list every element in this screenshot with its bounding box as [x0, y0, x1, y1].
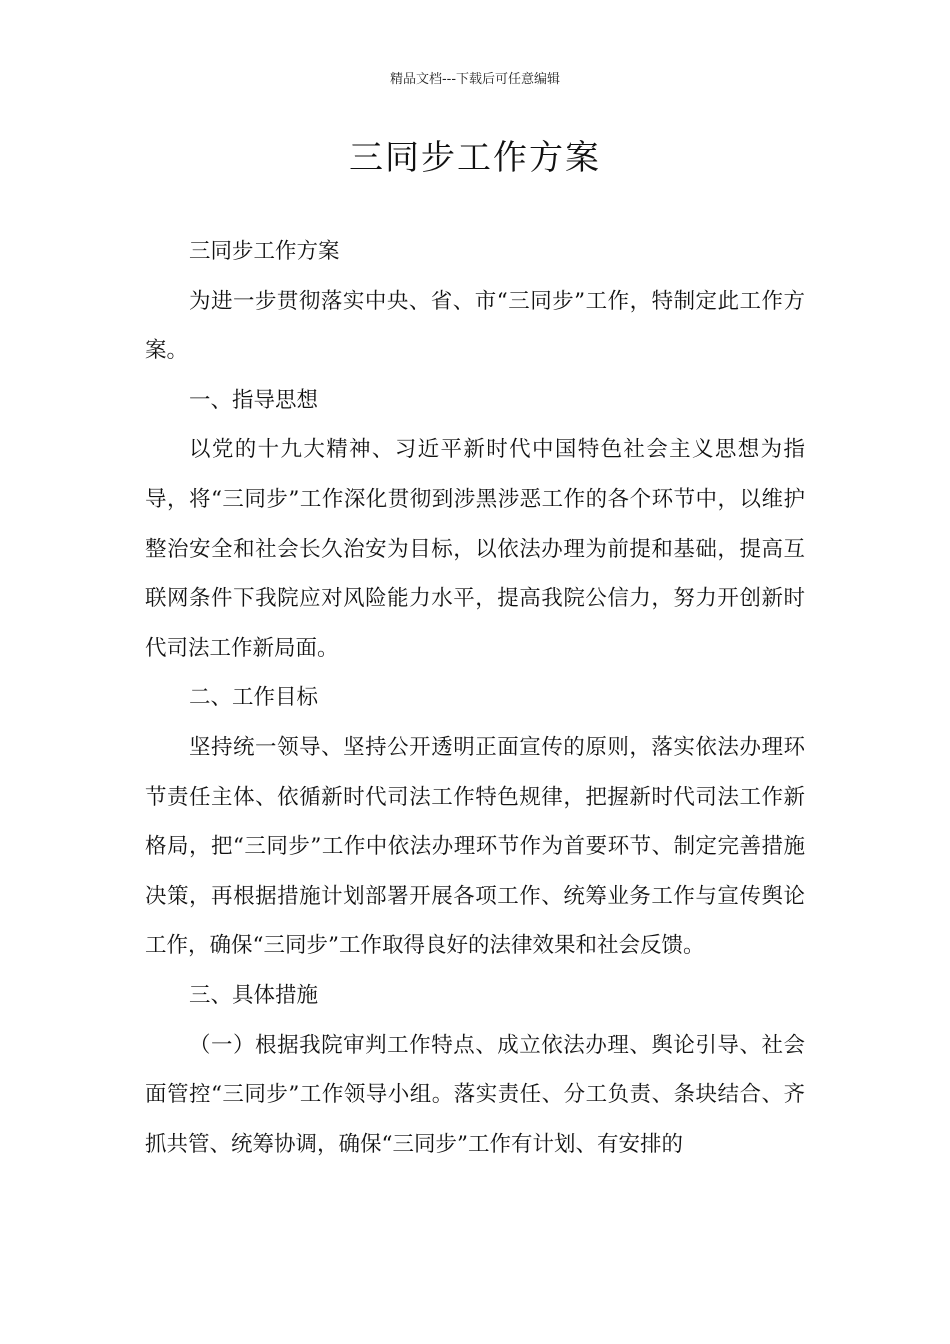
paragraph-work-goals: 坚持统一领导、坚持公开透明正面宣传的原则，落实依法办理环节责任主体、依循新时代司法工作特色规律，把握新时代司法工作新格局，把“三同步”工作中依法办理环节作为首要环节、制定完善措施决策，再根据措施计划部署开展各项工作、统筹业务工作与宣传舆论工作，确保“三同步”工作取得良好的法律效果和社会反馈。 — [145, 734, 805, 959]
section-heading-guiding-ideology: 一、指导思想 — [189, 387, 319, 413]
section-heading-specific-measures: 三、具体措施 — [189, 982, 319, 1008]
section-heading-work-goals: 二、工作目标 — [189, 685, 319, 711]
page-header: 精品文档---下载后可任意编辑 — [389, 72, 561, 87]
paragraph-measure-1: （一）根据我院审判工作特点、成立依法办理、舆论引导、社会面管控“三同步”工作领导小组。落实责任、分工负责、条块结合、齐抓共管、统筹协调，确保“三同步”工作有计划、有安排的 — [145, 1032, 805, 1157]
document-body — [145, 227, 805, 1169]
paragraph-intro: 为进一步贯彻落实中央、省、市“三同步”工作，特制定此工作方案。 — [145, 288, 805, 364]
document-title: 三同步工作方案 — [349, 138, 601, 178]
paragraph-subtitle: 三同步工作方案 — [189, 239, 340, 264]
paragraph-guiding-ideology: 以党的十九大精神、习近平新时代中国特色社会主义思想为指导，将“三同步”工作深化贯彻到涉黑涉恶工作的各个环节中，以维护整治安全和社会长久治安为目标，以依法办理为前提和基础，提高互联网条件下我院应对风险能力水平，提高我院公信力，努力开创新时代司法工作新局面。 — [145, 437, 805, 661]
